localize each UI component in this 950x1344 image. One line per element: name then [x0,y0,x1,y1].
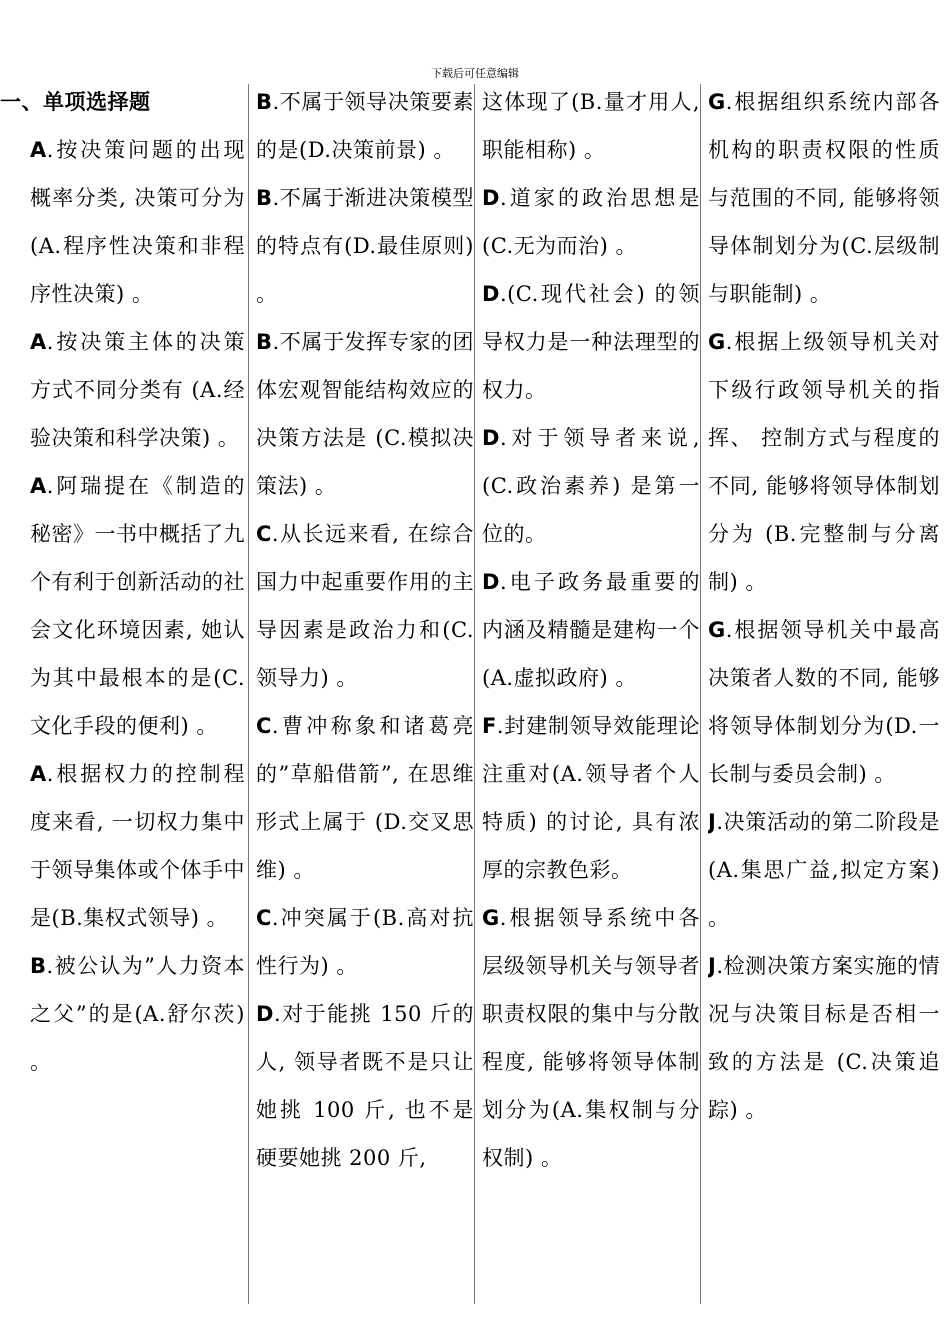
question-item: B.不属于发挥专家的团体宏观智能结构效应的决策方法是 (C.模拟决策法) 。 [256,330,474,498]
question-item: D.道家的政治思想是(C.无为而治) 。 [482,186,700,258]
section-title: 一、单项选择题 [0,90,151,114]
question-item: C.冲突属于(B.高对抗性行为) 。 [256,906,474,978]
question-item: G.根据领导系统中各层级领导机关与领导者职责权限的集中与分散程度, 能够将领导体制划分为(A.集权制与分权制) 。 [482,906,700,1170]
question-item: A.按决策问题的出现概率分类, 决策可分为(A.程序性决策和非程序性决策) 。 [30,138,245,306]
question-item: G.根据上级领导机关对下级行政领导机关的指挥、 控制方式与程度的不同, 能够将领导体制划分为 (B.完整制与分离制) 。 [708,330,940,594]
column-1 [0,78,245,1086]
question-item: 这体现了(B.量才用人,职能相称) 。 [482,90,700,162]
question-item: B.不属于渐进决策模型的特点有(D.最佳原则) 。 [256,186,474,306]
column-divider [700,84,701,1304]
question-item: D.电子政务最重要的内涵及精髓是建构一个(A.虚拟政府) 。 [482,570,700,690]
question-item: G.根据领导机关中最高决策者人数的不同, 能够将领导体制划分为(D.一长制与委员会制) 。 [708,618,940,786]
column-3 [482,78,700,1182]
column-2 [256,78,474,1182]
question-item: D.对于领导者来说, (C.政治素养) 是第一位的。 [482,426,700,546]
question-item: A.阿瑞提在《制造的秘密》一书中概括了九个有利于创新活动的社会文化环境因素, 她认为其中最根本的是(C.文化手段的便利) 。 [30,474,245,738]
question-item: F.封建制领导效能理论注重对(A.领导者个人特质) 的讨论, 具有浓厚的宗教色彩。 [482,714,700,882]
question-item: A.按决策主体的决策方式不同分类有 (A.经验决策和科学决策) 。 [30,330,245,450]
question-item: J.检测决策方案实施的情况与决策目标是否相一致的方法是 (C.决策追踪) 。 [708,954,940,1122]
question-item: J.决策活动的第二阶段是(A.集思广益,拟定方案) 。 [708,810,940,930]
question-item: G.根据组织系统内部各机构的职责权限的性质与范围的不同, 能够将领导体制划分为(C.层级制与职能制) 。 [708,90,940,306]
column-divider [248,84,249,1304]
question-item: B.不属于领导决策要素的是(D.决策前景) 。 [256,90,474,162]
column-4 [708,78,940,1134]
question-item: D.(C.现代社会) 的领导权力是一种法理型的权力。 [482,282,700,402]
question-item: D.对于能挑 150 斤的人, 领导者既不是只让她挑 100 斤, 也不是硬要她挑 200 斤, [256,1002,474,1170]
question-item: C.从长远来看, 在综合国力中起重要作用的主导因素是政治力和(C.领导力) 。 [256,522,474,690]
question-item: B.被公认为”人力资本之父”的是(A.舒尔茨) 。 [30,954,245,1074]
question-item: C.曹冲称象和诸葛亮的”草船借箭”, 在思维形式上属于 (D.交叉思维) 。 [256,714,474,882]
question-item: A.根据权力的控制程度来看, 一切权力集中于领导集体或个体手中是(B.集权式领导) 。 [30,762,245,930]
page-header: 下载后可任意编辑 [431,67,519,80]
column-divider [474,84,475,1304]
